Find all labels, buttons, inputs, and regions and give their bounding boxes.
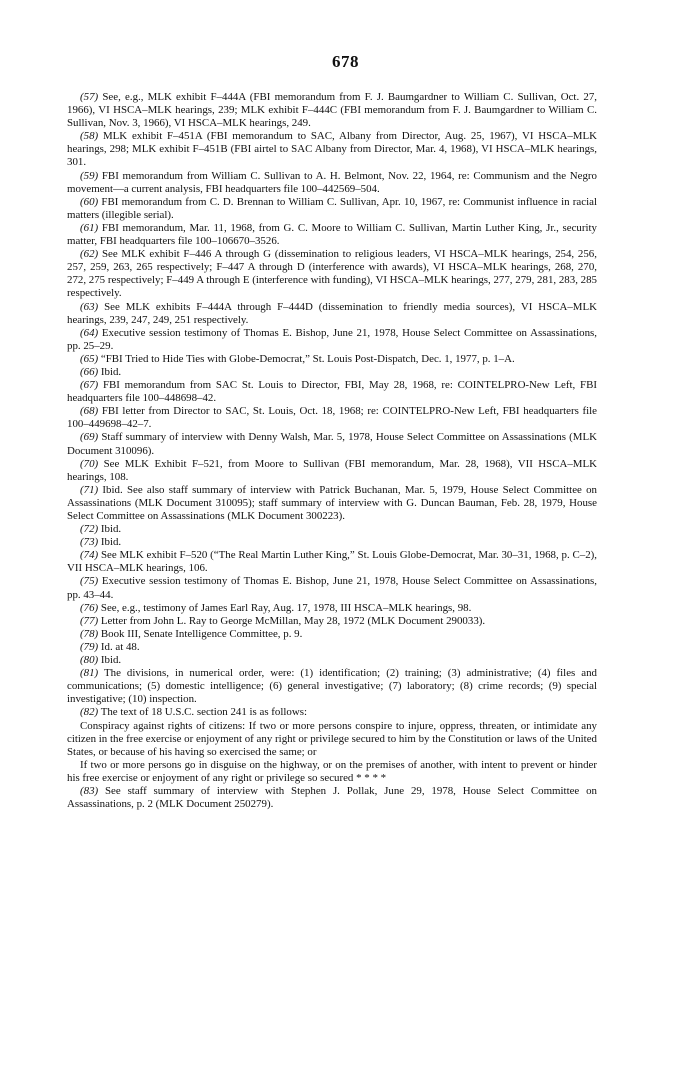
endnote xyxy=(67,366,597,379)
note-text: Letter from John L. Ray to George McMillan, May 28, 1972 (MLK Document 290033). xyxy=(100,614,486,627)
note-number: (59) xyxy=(80,169,99,182)
note-number: (62) xyxy=(80,248,99,261)
note-text: See, e.g., MLK exhibit F–444A (FBI memorandum from F. J. Baumgardner to William C. Sullivan, Oct. 27, 1966), VI HSCA–MLK hearings, 239; MLK exhibit F–444C (FBI memorandum from F. J. Baumgardner to William C. Sullivan, Nov. 3, 1966), VI HSCA–MLK hearings, 249. xyxy=(67,91,597,130)
note-number: (82) xyxy=(80,706,99,719)
note-text: See MLK exhibits F–444A through F–444D (dissemination to friendly media sources), VI HSCA–MLK hearings, 239, 247, 249, 251 respectively. xyxy=(67,300,597,326)
note-text: Staff summary of interview with Denny Walsh, Mar. 5, 1978, House Select Committee on Assassinations (MLK Document 310096). xyxy=(67,431,597,457)
note-number: (78) xyxy=(80,627,99,640)
endnote xyxy=(67,667,597,706)
note-number: (79) xyxy=(80,640,99,653)
endnote xyxy=(67,301,597,327)
note-text: Ibid. xyxy=(100,654,122,667)
note-number: (64) xyxy=(80,326,99,339)
note-number: (77) xyxy=(80,614,99,627)
statute-quote-paragraph: Conspiracy against rights of citizens: If two or more persons conspire to injure, oppress, threaten, or intimidate any citizen in the free exercise or enjoyment of any right or privilege secured to him by the Constitution or laws of the United States, or because of his having so exercised the same; or xyxy=(67,719,597,758)
note-number: (80) xyxy=(80,654,99,667)
note-text: See MLK exhibit F–520 (“The Real Martin Luther King,” St. Louis Globe-Democrat, Mar. 30–31, 1968, p. C–2), VII HSCA–MLK hearings, 106. xyxy=(67,549,597,575)
endnote xyxy=(67,431,597,457)
page-number: 678 xyxy=(332,52,359,71)
note-number: (67) xyxy=(80,379,99,392)
note-text: FBI memorandum, Mar. 11, 1968, from G. C. Moore to William C. Sullivan, Martin Luther King, Jr., security matter, FBI headquarters file 100–106670–3526. xyxy=(67,221,597,248)
endnote xyxy=(67,536,597,549)
note-text: Book III, Senate Intelligence Committee, p. 9. xyxy=(100,627,303,640)
endnote xyxy=(67,641,597,654)
endnote xyxy=(67,196,597,222)
note-number: (83) xyxy=(80,784,99,797)
endnote xyxy=(67,785,597,811)
note-text: “FBI Tried to Hide Ties with Globe-Democrat,” St. Louis Post-Dispatch, Dec. 1, 1977, p. 1–A. xyxy=(100,352,515,365)
note-text: FBI memorandum from SAC St. Louis to Director, FBI, May 28, 1968, re: COINTELPRO-New Left, FBI headquarters file 100–448698–42. xyxy=(67,379,597,405)
endnote xyxy=(67,130,597,169)
note-text: Ibid. See also staff summary of interview with Patrick Buchanan, Mar. 5, 1979, House Select Committee on Assassinations (MLK Document 310095); staff summary of interview with G. Duncan Bauman, Feb. 28, 1979, House Select Committee on Assassinations (MLK Document 300223). xyxy=(67,483,597,522)
endnote xyxy=(67,628,597,641)
endnote xyxy=(67,549,597,575)
note-number: (73) xyxy=(80,536,99,549)
note-text: The text of 18 U.S.C. section 241 is as follows: xyxy=(100,706,307,719)
note-text: Executive session testimony of Thomas E. Bishop, June 21, 1978, House Select Committee on Assassinations, pp. 43–44. xyxy=(67,575,597,601)
note-number: (75) xyxy=(80,575,99,588)
statute-quote-paragraph: If two or more persons go in disguise on the highway, or on the premises of another, with intent to prevent or hinder his free exercise or enjoyment of any right or privilege so secured * * * * xyxy=(67,758,597,784)
note-number: (61) xyxy=(80,221,99,234)
endnote xyxy=(67,170,597,196)
note-number: (72) xyxy=(80,523,99,536)
note-text: FBI letter from Director to SAC, St. Louis, Oct. 18, 1968; re: COINTELPRO-New Left, FBI headquarters file 100–449698–42–7. xyxy=(67,405,597,431)
note-text: See staff summary of interview with Stephen J. Pollak, June 29, 1978, House Select Committee on Assassinations, p. 2 (MLK Document 250279). xyxy=(67,784,597,811)
note-number: (70) xyxy=(80,457,99,470)
note-text: Ibid. xyxy=(100,536,122,549)
endnote xyxy=(67,327,597,353)
endnote xyxy=(67,458,597,484)
endnotes xyxy=(67,91,597,811)
note-number: (57) xyxy=(80,91,99,103)
endnote xyxy=(67,523,597,536)
note-text: See MLK exhibit F–446 A through G (dissemination to religious leaders, VI HSCA–MLK hearings, 254, 256, 257, 259, 263, 265 respectively; F–447 A through D (interference with awards), VI HSCA–MLK hearings, 268, 270, 272, 275 respectively; F–449 A through E (interference with funding), VI HSCA–MLK hearings, 277, 279, 281, 283, 285 respectively. xyxy=(67,248,597,300)
note-number: (68) xyxy=(80,405,99,418)
note-text: Id. at 48. xyxy=(100,640,140,653)
note-number: (74) xyxy=(80,549,99,562)
note-number: (58) xyxy=(80,130,99,143)
endnote xyxy=(67,602,597,615)
note-text: The divisions, in numerical order, were: (1) identification; (2) training; (3) administrative; (4) files and communications; (5) domestic intelligence; (6) general investigative; (7) laboratory; (8) crime records; (9) special investigative; (10) inspection. xyxy=(67,667,598,706)
endnote xyxy=(67,575,597,601)
endnote xyxy=(67,353,597,366)
note-text: See, e.g., testimony of James Earl Ray, Aug. 17, 1978, III HSCA–MLK hearings, 98. xyxy=(100,601,472,614)
note-number: (81) xyxy=(80,667,99,680)
endnote xyxy=(67,248,597,300)
note-text: Ibid. xyxy=(100,365,122,378)
endnote xyxy=(67,222,597,248)
note-number: (76) xyxy=(80,601,99,614)
note-text: See MLK Exhibit F–521, from Moore to Sullivan (FBI memorandum, Mar. 28, 1968), VII HSCA–MLK hearings, 108. xyxy=(67,457,597,483)
note-number: (66) xyxy=(80,365,99,378)
note-text: FBI memorandum from C. D. Brennan to William C. Sullivan, Apr. 10, 1967, re: Communist influence in racial matters (illegible serial). xyxy=(67,195,597,221)
note-text: Executive session testimony of Thomas E. Bishop, June 21, 1978, House Select Committee on Assassinations, pp. 25–29. xyxy=(67,326,597,352)
note-number: (71) xyxy=(80,483,99,496)
endnote xyxy=(67,91,597,130)
endnote xyxy=(67,615,597,628)
note-text: FBI memorandum from William C. Sullivan to A. H. Belmont, Nov. 22, 1964, re: Communism and the Negro movement—a current analysis, FBI headquarters file 100–442569–504. xyxy=(67,169,597,195)
endnote xyxy=(67,405,597,431)
endnote xyxy=(67,379,597,405)
note-text: MLK exhibit F–451A (FBI memorandum to SAC, Albany from Director, Aug. 25, 1967), VI HSCA–MLK hearings, 298; MLK exhibit F–451B (FBI airtel to SAC Albany from Director, Mar. 4, 1968), VI HSCA–MLK hearings, 301. xyxy=(67,130,597,169)
note-number: (63) xyxy=(80,300,99,313)
note-text: Ibid. xyxy=(100,523,122,536)
endnote xyxy=(67,706,597,719)
endnote xyxy=(67,654,597,667)
note-number: (65) xyxy=(80,352,99,365)
note-number: (69) xyxy=(80,431,99,444)
endnote xyxy=(67,484,597,523)
note-number: (60) xyxy=(80,195,99,208)
